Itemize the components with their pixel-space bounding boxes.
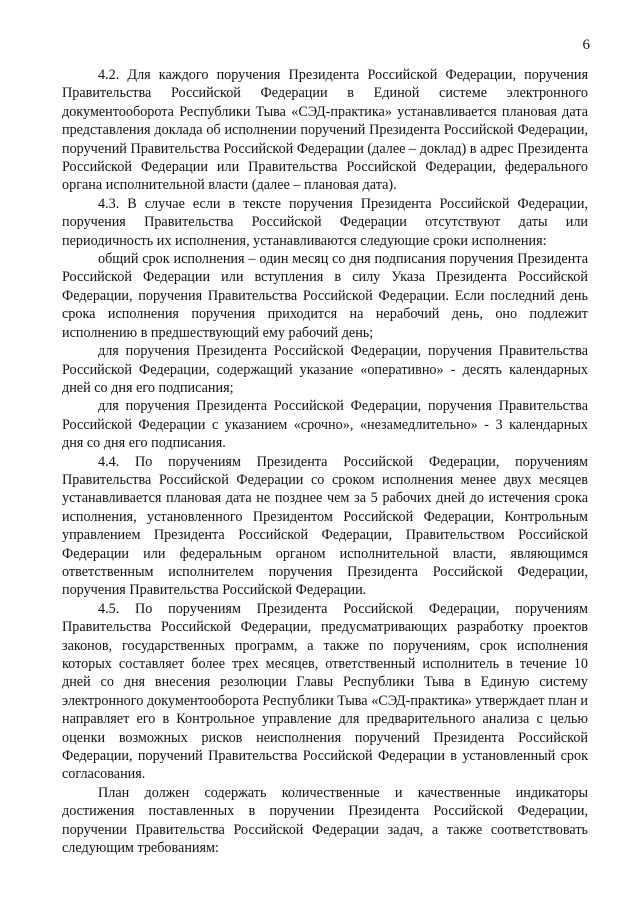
- paragraph-4-2: 4.2. Для каждого поручения Президента Российской Федерации, поручения Правительства Российской Федерации в Единой системе электронного документооборота Республики Тыва «СЭД-практика» устанавливается плановая дата представления доклада об исполнении поручений Президента Российской Федерации, поручений Правительства Российской Федерации (далее – доклад) в адрес Президента Российской Федерации или Правительства Российской Федерации, федерального органа исполнительной власти (далее – плановая дата).: [62, 67, 588, 194]
- paragraph-operative-term: для поручения Президента Российской Федерации, поручения Правительства Российской Федерации, содержащий указание «оперативно» - десять календарных дней со дня его подписания;: [62, 343, 588, 396]
- paragraph-4-5: 4.5. По поручениям Президента Российской Федерации, поручениям Правительства Российской Федерации, предусматривающих разработку проектов законов, государственных программ, а также по поручениям, срок исполнения которых составляет более трех месяцев, ответственный исполнитель в течение 10 дней со дня внесения резолюции Главы Республики Тыва в Единую систему электронного документооборота Республики Тыва «СЭД-практика» утверждает план и направляет его в Контрольное управление для предварительного анализа с целью оценки возможных рисков неисполнения поручений Президента Российской Федерации, поручений Правительства Российской Федерации в установленный срок согласования.: [62, 600, 588, 783]
- document-body: [62, 66, 588, 857]
- paragraph-urgent-term: для поручения Президента Российской Федерации, поручения Правительства Российской Федерации с указанием «срочно», «незамедлительно» - 3 календарных дня со дня его подписания.: [62, 398, 588, 452]
- paragraph-4-3: 4.3. В случае если в тексте поручения Президента Российской Федерации, поручения Правительства Российской Федерации отсутствуют даты или периодичность их исполнения, устанавливаются следующие сроки исполнения:: [62, 195, 588, 249]
- paragraph-general-term: общий срок исполнения – один месяц со дня подписания поручения Президента Российской Федерации или вступления в силу Указа Президента Российской Федерации, поручения Правительства Российской Федерации. Если последний день срока исполнения поручения приходится на нерабочий день, оно подлежит исполнению в предшествующий ему рабочий день;: [62, 251, 588, 341]
- paragraph-4-4: 4.4. По поручениям Президента Российской Федерации, поручениям Правительства Российской Федерации со сроком исполнения менее двух месяцев устанавливается плановая дата не позднее чем за 5 рабочих дней до истечения срока исполнения, установленного Президентом Российской Федерации, Контрольным управлением Президента Российской Федерации, Правительством Российской Федерации или федеральным органом исполнительной власти, являющимся ответственным исполнителем поручения Президента Российской Федерации, поручения Правительства Российской Федерации.: [62, 453, 588, 599]
- paragraph-plan-requirements: План должен содержать количественные и качественные индикаторы достижения поставленных в поручении Президента Российской Федерации, поручении Правительства Российской Федерации задач, а также соответствовать следующим требованиям:: [62, 784, 588, 857]
- page-number: 6: [582, 37, 590, 53]
